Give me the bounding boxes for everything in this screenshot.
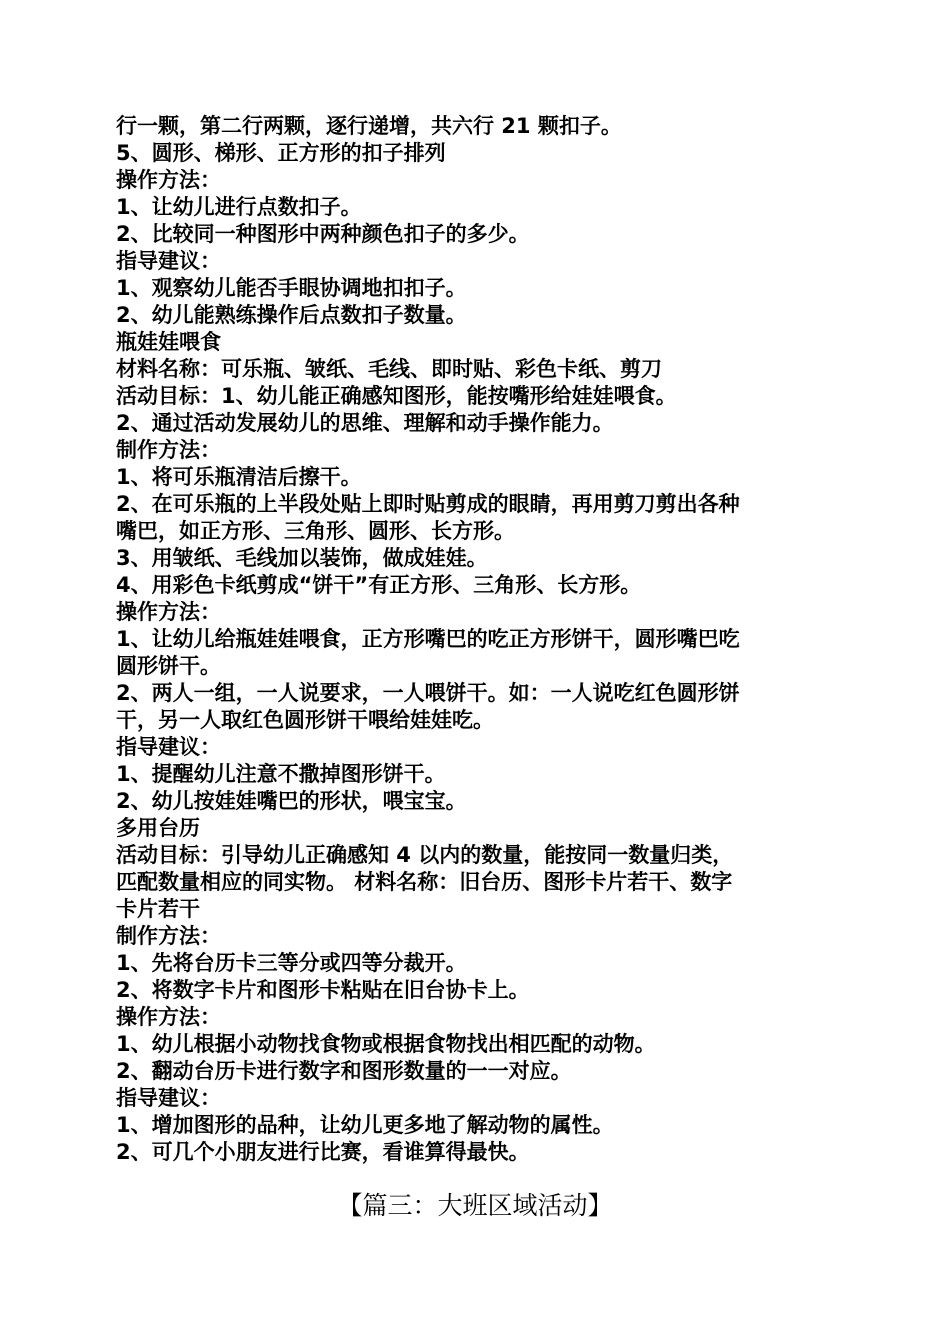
text-line: 干，另一人取红色圆形饼干喂给娃娃吃。	[116, 708, 494, 732]
text-line: 1、将可乐瓶清洁后擦干。	[116, 465, 362, 489]
text-line: 卡片若干	[116, 897, 200, 921]
chapter-title: 【篇三：大班区域活动】	[337, 1191, 613, 1220]
section-heading: 多用台历	[116, 816, 200, 840]
text-line: 2、可几个小朋友进行比赛，看谁算得最快。	[116, 1140, 530, 1164]
text-line: 圆形饼干。	[116, 654, 221, 678]
text-line: 活动目标：引导幼儿正确感知 4 以内的数量，能按同一数量归类，	[116, 843, 734, 867]
text-line: 制作方法：	[116, 438, 221, 462]
text-line: 2、幼儿能熟练操作后点数扣子数量。	[116, 303, 467, 327]
text-line: 1、让幼儿进行点数扣子。	[116, 195, 362, 219]
text-line: 1、先将台历卡三等分或四等分裁开。	[116, 951, 467, 975]
text-line: 2、通过活动发展幼儿的思维、理解和动手操作能力。	[116, 411, 614, 435]
text-line: 5、圆形、梯形、正方形的扣子排列	[116, 141, 446, 165]
text-line: 制作方法：	[116, 924, 221, 948]
text-line: 1、增加图形的品种，让幼儿更多地了解动物的属性。	[116, 1113, 614, 1137]
text-line: 操作方法：	[116, 168, 221, 192]
text-line: 嘴巴，如正方形、三角形、圆形、长方形。	[116, 519, 515, 543]
text-line: 1、观察幼儿能否手眼协调地扣扣子。	[116, 276, 467, 300]
text-line: 指导建议：	[116, 249, 221, 273]
document-body	[116, 113, 836, 1166]
text-line: 操作方法：	[116, 1005, 221, 1029]
text-line: 指导建议：	[116, 735, 221, 759]
text-line: 3、用皱纸、毛线加以装饰，做成娃娃。	[116, 546, 488, 570]
text-line: 1、让幼儿给瓶娃娃喂食，正方形嘴巴的吃正方形饼干，圆形嘴巴吃	[116, 627, 740, 651]
text-line: 2、比较同一种图形中两种颜色扣子的多少。	[116, 222, 530, 246]
text-line: 2、两人一组，一人说要求，一人喂饼干。如：一人说吃红色圆形饼	[116, 681, 740, 705]
text-line: 指导建议：	[116, 1086, 221, 1110]
text-line: 操作方法：	[116, 600, 221, 624]
text-line: 1、幼儿根据小动物找食物或根据食物找出相匹配的动物。	[116, 1032, 656, 1056]
text-line: 2、幼儿按娃娃嘴巴的形状，喂宝宝。	[116, 789, 467, 813]
text-line: 匹配数量相应的同实物。 材料名称：旧台历、图形卡片若干、数字	[116, 870, 733, 894]
text-line: 1、提醒幼儿注意不撒掉图形饼干。	[116, 762, 446, 786]
text-line: 活动目标：1、幼儿能正确感知图形，能按嘴形给娃娃喂食。	[116, 384, 677, 408]
section-heading: 瓶娃娃喂食	[116, 330, 221, 354]
text-line: 行一颗，第二行两颗，逐行递增，共六行 21 颗扣子。	[116, 114, 622, 138]
text-line: 材料名称：可乐瓶、皱纸、毛线、即时贴、彩色卡纸、剪刀	[116, 357, 662, 381]
text-line: 2、在可乐瓶的上半段处贴上即时贴剪成的眼睛，再用剪刀剪出各种	[116, 492, 740, 516]
text-line: 2、将数字卡片和图形卡粘贴在旧台协卡上。	[116, 978, 530, 1002]
text-line: 4、用彩色卡纸剪成“饼干”有正方形、三角形、长方形。	[116, 573, 642, 597]
text-line: 2、翻动台历卡进行数字和图形数量的一一对应。	[116, 1059, 572, 1083]
